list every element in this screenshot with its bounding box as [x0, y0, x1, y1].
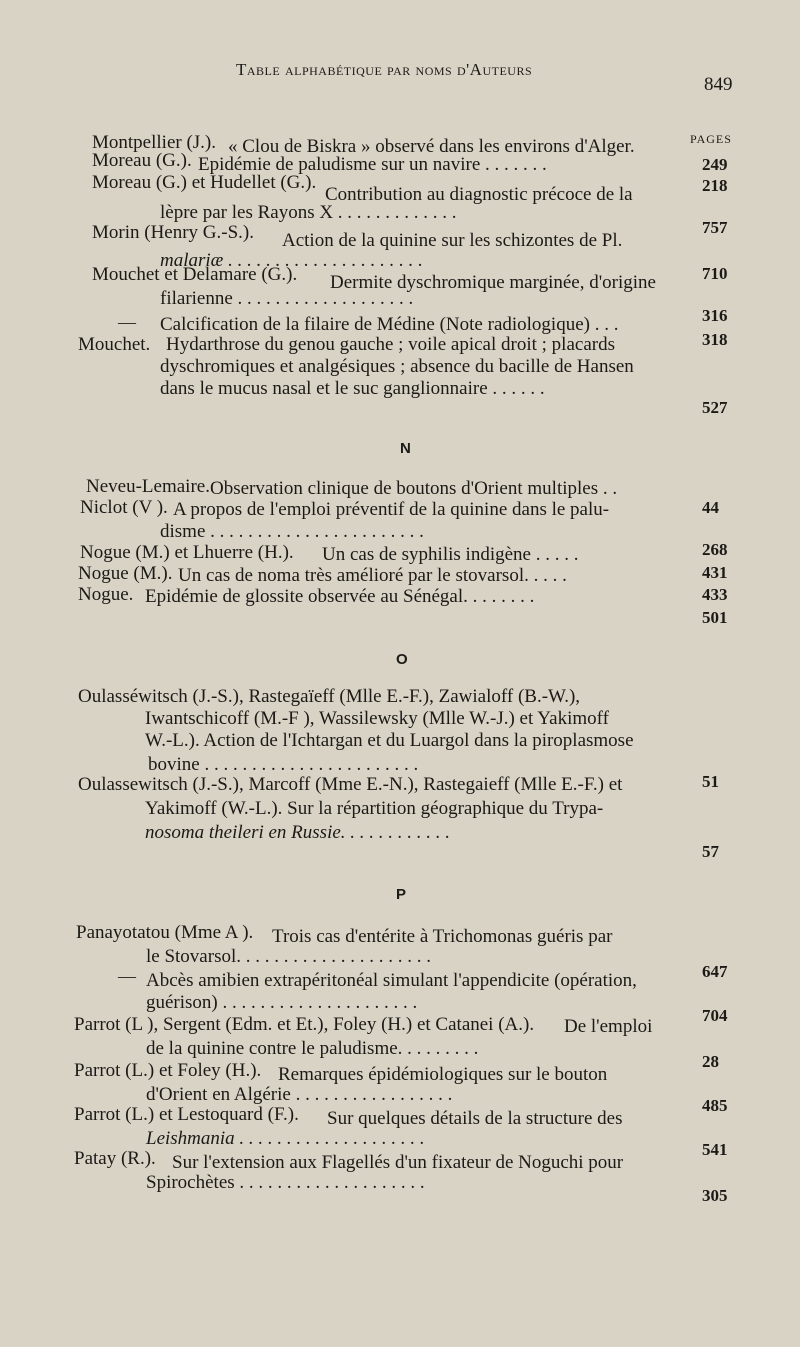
- entry-author: Nogue (M.).: [78, 563, 173, 584]
- entry-text: le Stovarsol. . . . . . . . . . . . . . . . . . . . .: [146, 946, 431, 967]
- entry-author: —: [118, 966, 136, 986]
- entry-author: Neveu-Lemaire.: [86, 476, 210, 497]
- entry-text: Calcification de la filaire de Médine (Note radiologique) . . .: [160, 314, 619, 335]
- entry-author: Moreau (G.).: [92, 150, 192, 171]
- entry-author: Niclot (V ).: [80, 497, 168, 518]
- entry-page: 218: [702, 176, 728, 195]
- entry-page: 501: [702, 608, 728, 627]
- entry-text: Yakimoff (W.-L.). Sur la répartition géographique du Trypa-: [145, 798, 604, 819]
- entry-author: Morin (Henry G.-S.).: [92, 222, 255, 243]
- entry-text: « Clou de Biskra » observé dans les environs d'Alger.: [228, 136, 635, 157]
- entry-page: 433: [702, 585, 728, 604]
- entry-author: Panayotatou (Mme A ).: [76, 922, 254, 943]
- entry-text: bovine . . . . . . . . . . . . . . . . . . . . . . .: [148, 754, 419, 775]
- entry-page: 710: [702, 264, 728, 283]
- entry-page: 485: [702, 1096, 728, 1115]
- entry-text: Remarques épidémiologiques sur le bouton: [278, 1064, 608, 1085]
- entry-text: dans le mucus nasal et le suc ganglionnaire . . . . . .: [160, 378, 545, 399]
- entry-author: Parrot (L.) et Foley (H.).: [74, 1060, 262, 1081]
- entry-text: Observation clinique de boutons d'Orient multiples . .: [210, 478, 618, 499]
- entry-page: 44: [702, 498, 719, 517]
- running-head: [0, 58, 800, 95]
- entry-text: Sur l'extension aux Flagellés d'un fixateur de Noguchi pour: [172, 1152, 624, 1173]
- entry-text: Epidémie de paludisme sur un navire . . . . . . .: [198, 154, 547, 175]
- entry-page: 704: [702, 1006, 728, 1025]
- entry-author: Mouchet.: [78, 334, 151, 355]
- entry-author: Nogue.: [78, 584, 134, 605]
- entry-text: guérison) . . . . . . . . . . . . . . . . . . . . .: [146, 992, 418, 1013]
- entry-page: 527: [702, 398, 728, 417]
- entry-page: 647: [702, 962, 728, 981]
- entry-author: Parrot (L.) et Lestoquard (F.).: [74, 1104, 299, 1125]
- entry-page: 305: [702, 1186, 728, 1205]
- entry-text: nosoma theileri en Russie. . . . . . . . . . . .: [145, 822, 451, 843]
- entry-text: A propos de l'emploi préventif de la quinine dans le palu-: [173, 499, 610, 520]
- entry-text: Un cas de syphilis indigène . . . . .: [322, 544, 579, 565]
- entry-text: W.-L.). Action de l'Ichtargan et du Luargol dans la piroplasmose: [145, 730, 634, 751]
- entry-page: 431: [702, 563, 728, 582]
- entry-author: Patay (R.).: [74, 1148, 156, 1169]
- entry-author: Moreau (G.) et Hudellet (G.).: [92, 172, 317, 193]
- entry-author: Parrot (L ), Sergent (Edm. et Et.), Foley (H.) et Catanei (A.).: [74, 1014, 535, 1035]
- entry-page: 249: [702, 155, 728, 174]
- entry-page: 318: [702, 330, 728, 349]
- entry-page: 268: [702, 540, 728, 559]
- entry-text: Sur quelques détails de la structure des: [327, 1108, 623, 1129]
- entry-text: Leishmania . . . . . . . . . . . . . . . . . . . .: [146, 1128, 425, 1149]
- entry-author: —: [118, 312, 136, 332]
- entry-text: Trois cas d'entérite à Trichomonas guéris par: [272, 926, 613, 947]
- entry-text: disme . . . . . . . . . . . . . . . . . . . . . . .: [160, 521, 424, 542]
- entry-text: De l'emploi: [564, 1016, 653, 1037]
- entry-text: filarienne . . . . . . . . . . . . . . . . . . .: [160, 288, 414, 309]
- entry-text: Epidémie de glossite observée au Sénégal. . . . . . . .: [145, 586, 535, 607]
- entry-text: dyschromiques et analgésiques ; absence du bacille de Hansen: [160, 356, 634, 377]
- entry-text: Contribution au diagnostic précoce de la: [325, 184, 633, 205]
- entry-text: Dermite dyschromique marginée, d'origine: [330, 272, 656, 293]
- running-title: Table alphabétique par noms d'Auteurs: [236, 60, 533, 79]
- entry-page: 57: [702, 842, 719, 861]
- entry-page: 757: [702, 218, 728, 237]
- entry-page: 51: [702, 772, 719, 791]
- entry-text: de la quinine contre le paludisme. . . . . . . . .: [146, 1038, 479, 1059]
- entry-author: Mouchet et Delamare (G.).: [92, 264, 298, 285]
- entry-author: Nogue (M.) et Lhuerre (H.).: [80, 542, 294, 563]
- entry-author: Montpellier (J.).: [92, 132, 217, 153]
- entry-text: d'Orient en Algérie . . . . . . . . . . . . . . . . .: [146, 1084, 453, 1105]
- entry-text: Action de la quinine sur les schizontes de Pl.: [282, 230, 623, 251]
- entry-page: 316: [702, 306, 728, 325]
- entry-text: Iwantschicoff (M.-F ), Wassilewsky (Mlle W.-J.) et Yakimoff: [145, 708, 609, 729]
- pages-column-label: PAGES: [690, 132, 732, 146]
- entry-author: Oulasséwitsch (J.-S.), Rastegaïeff (Mlle E.-F.), Zawialoff (B.-W.),: [78, 686, 581, 707]
- entry-text: Abcès amibien extrapéritonéal simulant l'appendicite (opération,: [146, 970, 637, 991]
- entry-text: Un cas de noma très amélioré par le stovarsol. . . . .: [178, 565, 567, 586]
- section-letter-n: N: [400, 440, 411, 457]
- section-letter-p: P: [396, 886, 407, 903]
- entry-page: 541: [702, 1140, 728, 1159]
- section-letter-o: O: [396, 651, 408, 668]
- page-number: 849: [704, 74, 733, 95]
- entry-author: Oulassewitsch (J.-S.), Marcoff (Mme E.-N.), Rastegaieff (Mlle E.-F.) et: [78, 774, 623, 795]
- entry-text: Hydarthrose du genou gauche ; voile apical droit ; placards: [166, 334, 615, 355]
- entry-text: Spirochètes . . . . . . . . . . . . . . . . . . . .: [146, 1172, 425, 1193]
- entry-text: malariæ . . . . . . . . . . . . . . . . . . . . .: [160, 250, 423, 271]
- entry-text: lèpre par les Rayons X . . . . . . . . . . . . .: [160, 202, 457, 223]
- entry-page: 28: [702, 1052, 719, 1071]
